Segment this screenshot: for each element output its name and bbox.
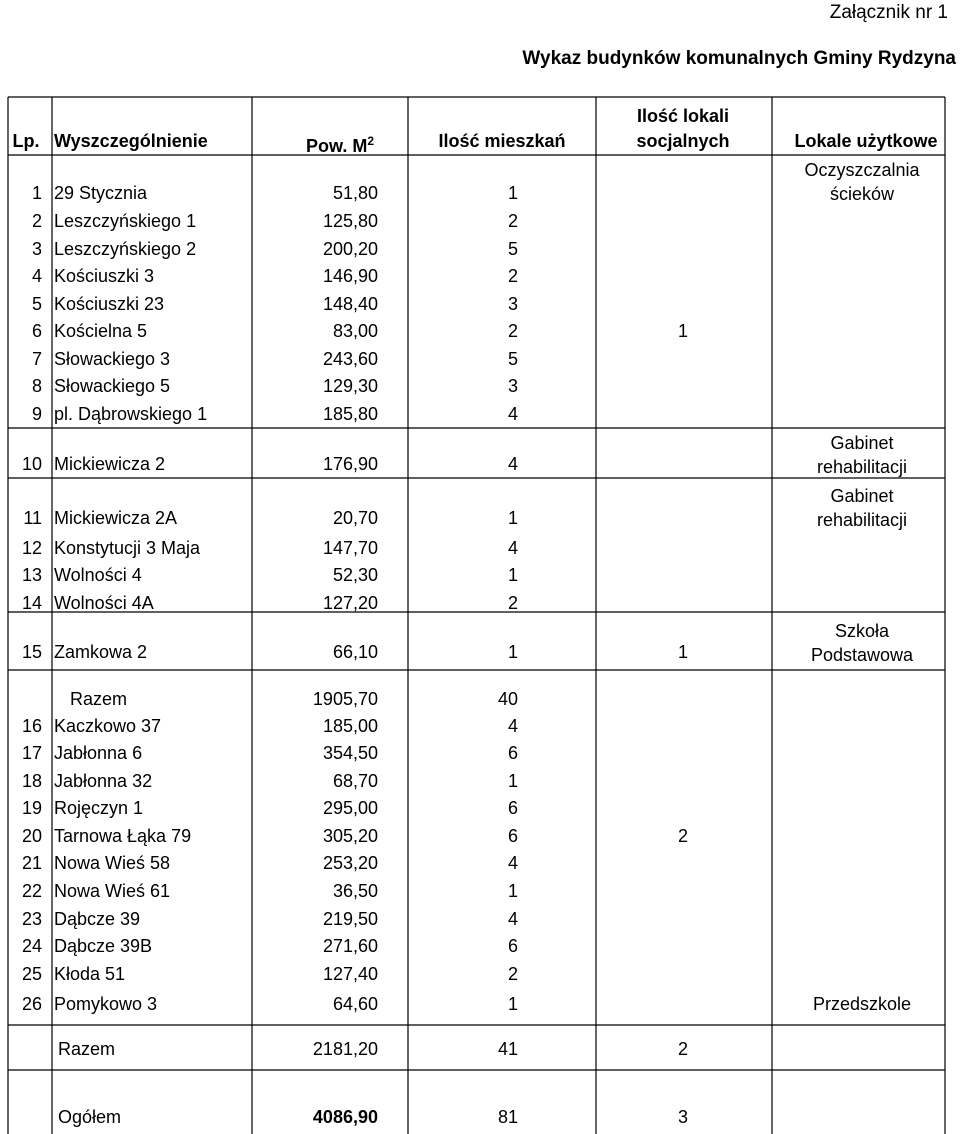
row-name: Leszczyńskiego 2	[54, 239, 197, 259]
row-area: 146,90	[322, 266, 378, 286]
row-lp: 20	[21, 826, 42, 846]
row-lp: 3	[31, 239, 42, 259]
row-area: 200,20	[322, 239, 378, 259]
row-flats: 2	[507, 321, 518, 341]
row-lp: 1	[31, 183, 42, 203]
row-social: 3	[677, 1107, 688, 1127]
row-name: Kościuszki 3	[54, 266, 155, 286]
row-flats: 1	[507, 994, 518, 1014]
row-lp: 17	[21, 743, 42, 763]
row-social: 2	[677, 1039, 688, 1059]
row-lp: 25	[21, 964, 42, 984]
row-flats: 4	[507, 404, 518, 424]
row-lp: 22	[21, 881, 42, 901]
row-lp: 21	[21, 853, 42, 873]
row-name: 29 Stycznia	[54, 183, 148, 203]
row-social: 1	[677, 321, 688, 341]
row-lp: 24	[21, 936, 42, 956]
row-area: 83,00	[332, 321, 378, 341]
row-area: 185,00	[322, 716, 378, 736]
row-flats: 3	[507, 376, 518, 396]
row-area: 148,40	[322, 294, 378, 314]
annex-label: Załącznik nr 1	[829, 2, 948, 23]
row-area: 66,10	[332, 642, 378, 662]
row-lokale-uzytkowe: Oczyszczalnia	[804, 160, 920, 180]
header-mieszkan: Ilość mieszkań	[438, 131, 566, 151]
row-lp: 14	[21, 593, 42, 613]
row-lokale-uzytkowe-line2: rehabilitacji	[816, 457, 908, 477]
row-name: Jabłonna 6	[54, 743, 143, 763]
row-area: 127,20	[322, 593, 378, 613]
row-name: Tarnowa Łąka 79	[54, 826, 192, 846]
row-flats: 4	[507, 454, 518, 474]
row-area: 1905,70	[312, 689, 378, 709]
row-flats: 6	[507, 798, 518, 818]
row-lokale-uzytkowe-line2: Podstawowa	[810, 645, 914, 665]
row-lp: 2	[31, 211, 42, 231]
row-name: Nowa Wieś 58	[54, 853, 171, 873]
row-name: Leszczyńskiego 1	[54, 211, 197, 231]
row-flats: 4	[507, 538, 518, 558]
row-area: 127,40	[322, 964, 378, 984]
row-lokale-uzytkowe-line2: ścieków	[829, 184, 895, 204]
row-name: Pomykowo 3	[54, 994, 158, 1014]
row-lp: 23	[21, 909, 42, 929]
row-area: 64,60	[332, 994, 378, 1014]
row-area: 52,30	[332, 565, 378, 585]
row-lp: 4	[31, 266, 42, 286]
row-flats: 2	[507, 964, 518, 984]
row-social: 2	[677, 826, 688, 846]
row-flats: 2	[507, 211, 518, 231]
row-lokale-uzytkowe: Gabinet	[830, 486, 894, 506]
row-area: 243,60	[322, 349, 378, 369]
row-area: 354,50	[322, 743, 378, 763]
row-lokale-uzytkowe: Przedszkole	[812, 994, 912, 1014]
row-flats: 1	[507, 771, 518, 791]
row-area: 68,70	[332, 771, 378, 791]
row-name: Kościuszki 23	[54, 294, 165, 314]
row-lokale-uzytkowe: Szkoła	[834, 621, 890, 641]
row-name: pl. Dąbrowskiego 1	[54, 404, 208, 424]
row-area: 51,80	[332, 183, 378, 203]
row-name: Wolności 4	[54, 565, 142, 585]
header-socjalnych-line1: Ilość lokali	[636, 106, 730, 126]
row-lp: 10	[21, 454, 42, 474]
header-lp: Lp.	[12, 131, 40, 151]
row-flats: 1	[507, 183, 518, 203]
row-name: Zamkowa 2	[54, 642, 148, 662]
row-area: 305,20	[322, 826, 378, 846]
row-lp: 13	[21, 565, 42, 585]
row-name: Słowackiego 3	[54, 349, 171, 369]
row-social: 1	[677, 642, 688, 662]
row-name: Kłoda 51	[54, 964, 126, 984]
row-flats: 41	[497, 1039, 518, 1059]
row-area: 2181,20	[312, 1039, 378, 1059]
row-flats: 6	[507, 936, 518, 956]
row-area: 20,70	[332, 508, 378, 528]
row-area: 271,60	[322, 936, 378, 956]
row-name: Razem	[58, 1039, 116, 1059]
row-area: 176,90	[322, 454, 378, 474]
row-lp: 19	[21, 798, 42, 818]
row-area: 295,00	[322, 798, 378, 818]
row-lp: 18	[21, 771, 42, 791]
row-name: Słowackiego 5	[54, 376, 171, 396]
row-lp: 15	[21, 642, 42, 662]
row-name: Kościelna 5	[54, 321, 148, 341]
row-name: Wolności 4A	[54, 593, 154, 613]
row-area: 4086,90	[312, 1107, 378, 1127]
row-name: Dąbcze 39B	[54, 936, 153, 956]
row-name: Jabłonna 32	[54, 771, 153, 791]
row-flats: 40	[497, 689, 518, 709]
row-flats: 6	[507, 826, 518, 846]
row-name: Mickiewicza 2A	[54, 508, 178, 528]
row-name: Dąbcze 39	[54, 909, 141, 929]
row-name: Mickiewicza 2	[54, 454, 166, 474]
row-lp: 26	[21, 994, 42, 1014]
row-area: 185,80	[322, 404, 378, 424]
document-title: Wykaz budynków komunalnych Gminy Rydzyna	[522, 48, 956, 69]
row-lokale-uzytkowe: Gabinet	[830, 433, 894, 453]
header-wyszczegolnienie: Wyszczególnienie	[54, 131, 208, 151]
row-flats: 3	[507, 294, 518, 314]
row-area: 147,70	[322, 538, 378, 558]
header-uzytkowe: Lokale użytkowe	[794, 131, 938, 151]
header-pow: Pow. $M^2$	[305, 134, 375, 156]
row-flats: 81	[497, 1107, 518, 1127]
row-name: Kaczkowo 37	[54, 716, 162, 736]
row-name: Razem	[70, 689, 128, 709]
row-flats: 2	[507, 593, 518, 613]
row-area: 253,20	[322, 853, 378, 873]
row-flats: 1	[507, 642, 518, 662]
row-lp: 8	[31, 376, 42, 396]
row-name: Rojęczyn 1	[54, 798, 144, 818]
row-name: Konstytucji 3 Maja	[54, 538, 201, 558]
row-lp: 6	[31, 321, 42, 341]
row-flats: 1	[507, 508, 518, 528]
row-flats: 5	[507, 349, 518, 369]
row-area: 129,30	[322, 376, 378, 396]
row-name: Ogółem	[58, 1107, 122, 1127]
row-area: 125,80	[322, 211, 378, 231]
row-area: 219,50	[322, 909, 378, 929]
row-lokale-uzytkowe-line2: rehabilitacji	[816, 510, 908, 530]
row-lp: 16	[21, 716, 42, 736]
row-lp: 5	[31, 294, 42, 314]
row-flats: 4	[507, 853, 518, 873]
row-lp: 9	[31, 404, 42, 424]
row-flats: 5	[507, 239, 518, 259]
row-lp: 11	[23, 508, 42, 528]
row-flats: 1	[507, 881, 518, 901]
row-flats: 2	[507, 266, 518, 286]
row-flats: 4	[507, 716, 518, 736]
row-flats: 4	[507, 909, 518, 929]
header-socjalnych-line2: socjalnych	[636, 131, 730, 151]
row-flats: 6	[507, 743, 518, 763]
row-area: 36,50	[332, 881, 378, 901]
row-flats: 1	[507, 565, 518, 585]
row-name: Nowa Wieś 61	[54, 881, 171, 901]
row-lp: 7	[31, 349, 42, 369]
row-lp: 12	[21, 538, 42, 558]
